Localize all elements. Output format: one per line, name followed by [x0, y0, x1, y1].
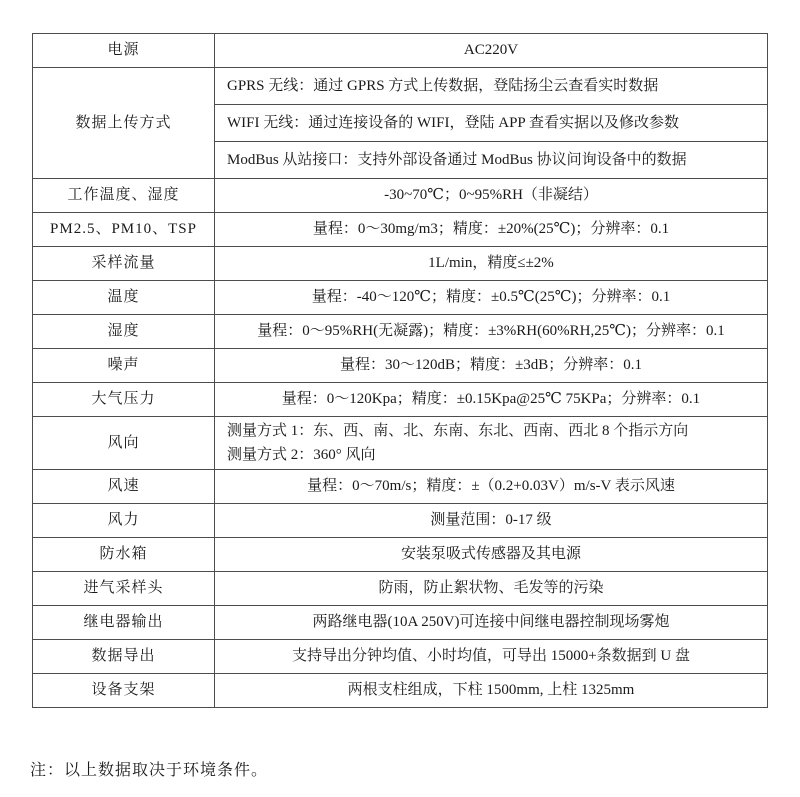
row-label: 采样流量 [33, 247, 215, 281]
table-row [33, 606, 768, 640]
row-value [215, 68, 768, 105]
table-row [33, 68, 768, 105]
table-row [33, 213, 768, 247]
table-row [33, 572, 768, 606]
spec-table-body [33, 34, 768, 708]
value-line: 量程：0～95%RH(无凝露)；精度：±3%RH(60%RH,25℃)；分辨率：0.1 [257, 323, 725, 340]
row-value [215, 142, 768, 179]
row-label: 进气采样头 [33, 572, 215, 606]
table-row [33, 538, 768, 572]
value-line: 测量方式 2：360° 风向 [227, 447, 376, 463]
value-line: GPRS 无线：通过 GPRS 方式上传数据，登陆扬尘云查看实时数据 [227, 77, 659, 94]
row-label: 大气压力 [33, 383, 215, 417]
table-row [33, 640, 768, 674]
row-label: 防水箱 [33, 538, 215, 572]
row-value [215, 640, 768, 674]
value-line: 测量范围：0-17 级 [430, 512, 552, 529]
value-line: 测量方式 1：东、西、南、北、东南、东北、西南、西北 8 个指示方向 [227, 423, 689, 439]
row-value [215, 247, 768, 281]
row-label: 温度 [33, 281, 215, 315]
value-line: AC220V [463, 42, 519, 59]
row-value [215, 179, 768, 213]
table-row [33, 281, 768, 315]
value-line: 量程：30～120dB；精度：±3dB；分辨率：0.1 [340, 357, 642, 374]
table-row [33, 470, 768, 504]
row-value [215, 383, 768, 417]
row-label: 数据上传方式 [33, 68, 215, 179]
row-label: 工作温度、湿度 [33, 179, 215, 213]
value-line: 量程：0～120Kpa；精度：±0.15Kpa@25℃ 75KPa；分辨率：0.1 [281, 391, 701, 408]
table-row [33, 34, 768, 68]
row-value [215, 213, 768, 247]
value-line: 安装泵吸式传感器及其电源 [400, 546, 581, 563]
row-label: 风速 [33, 470, 215, 504]
row-value [215, 315, 768, 349]
row-value [215, 606, 768, 640]
value-line: 防雨，防止絮状物、毛发等的污染 [378, 580, 604, 597]
row-label: 数据导出 [33, 640, 215, 674]
table-row [33, 247, 768, 281]
value-line: 1L/min，精度≤±2% [428, 255, 554, 272]
row-value [215, 281, 768, 315]
row-value [215, 105, 768, 142]
row-label: 噪声 [33, 349, 215, 383]
value-line: 量程：-40～120℃；精度：±0.5℃(25℃)；分辨率：0.1 [311, 289, 671, 306]
row-value [215, 470, 768, 504]
row-value [215, 34, 768, 68]
row-value [215, 674, 768, 708]
row-value [215, 349, 768, 383]
row-value [215, 417, 768, 470]
row-value [215, 504, 768, 538]
footnote: 注：以上数据取决于环境条件。 [30, 762, 269, 779]
table-row [33, 383, 768, 417]
value-line: 量程：0～70m/s；精度：±（0.2+0.03V）m/s-V 表示风速 [307, 478, 675, 495]
row-value [215, 572, 768, 606]
row-label: 电源 [33, 34, 215, 68]
row-label: PM2.5、PM10、TSP [33, 213, 215, 247]
row-label: 风力 [33, 504, 215, 538]
value-line: -30~70℃；0~95%RH（非凝结） [384, 187, 598, 204]
table-row [33, 417, 768, 470]
value-line: WIFI 无线：通过连接设备的 WIFI，登陆 APP 查看实据以及修改参数 [227, 114, 679, 131]
row-label: 继电器输出 [33, 606, 215, 640]
table-row [33, 504, 768, 538]
row-label: 湿度 [33, 315, 215, 349]
value-line: 两根支柱组成，下柱 1500mm, 上柱 1325mm [347, 682, 635, 699]
value-line: 支持导出分钟均值、小时均值，可导出 15000+条数据到 U 盘 [291, 648, 691, 665]
table-row [33, 315, 768, 349]
value-line: ModBus 从站接口：支持外部设备通过 ModBus 协议问询设备中的数据 [227, 151, 687, 168]
row-label: 设备支架 [33, 674, 215, 708]
value-line: 量程：0～30mg/m3；精度：±20%(25℃)；分辨率：0.1 [312, 221, 670, 238]
row-value [215, 538, 768, 572]
table-row [33, 349, 768, 383]
table-row [33, 179, 768, 213]
spec-table [32, 33, 768, 708]
table-row [33, 674, 768, 708]
value-line: 两路继电器(10A 250V)可连接中间继电器控制现场雾炮 [312, 614, 670, 631]
row-label: 风向 [33, 417, 215, 470]
